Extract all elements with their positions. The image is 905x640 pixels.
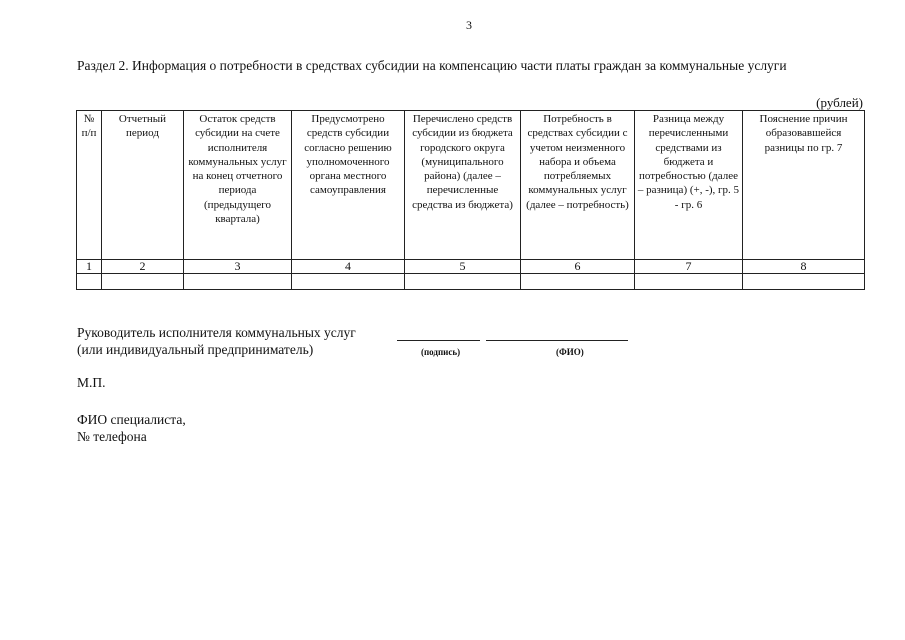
specialist-name-label: ФИО специалиста, <box>77 412 186 427</box>
data-cell <box>743 274 865 290</box>
column-number: 3 <box>184 260 292 274</box>
signatory-title: Руководитель исполнителя коммунальных услуг <box>77 325 356 340</box>
column-number: 7 <box>635 260 743 274</box>
signature-line <box>397 340 480 341</box>
column-number: 8 <box>743 260 865 274</box>
data-cell <box>521 274 635 290</box>
data-cell <box>405 274 521 290</box>
name-line <box>486 340 628 341</box>
header-cell: Разница между перечисленными средствами из бюджета и потребностью (далее – разница) (+, -), гр. 5 - гр. 6 <box>635 111 743 260</box>
page-number: 3 <box>466 18 472 32</box>
signature-caption: (подпись) <box>421 347 461 357</box>
data-cell <box>102 274 184 290</box>
header-cell: № п/п <box>77 111 102 260</box>
column-number-row <box>77 260 865 274</box>
column-number: 6 <box>521 260 635 274</box>
data-cell <box>184 274 292 290</box>
column-number: 2 <box>102 260 184 274</box>
signatory-subtitle: (или индивидуальный предприниматель) <box>77 342 314 357</box>
column-number: 5 <box>405 260 521 274</box>
signature-block <box>77 324 356 358</box>
header-cell: Остаток средств субсидии на счете исполнителя коммунальных услуг на конец отчетного периода (предыдущего квартала) <box>184 111 292 260</box>
table-data-row <box>77 274 865 290</box>
table-header-row <box>77 111 865 260</box>
currency-unit: (рублей) <box>816 95 863 110</box>
data-cell <box>292 274 405 290</box>
data-cell <box>77 274 102 290</box>
specialist-phone-label: № телефона <box>77 429 147 444</box>
header-cell: Предусмотрено средств субсидии согласно решению уполномоченного органа местного самоуправления <box>292 111 405 260</box>
specialist-block <box>77 411 186 445</box>
header-cell: Потребность в средствах субсидии с учетом неизменного набора и объема потребляемых коммунальных услуг (далее – потребность) <box>521 111 635 260</box>
section-title: Раздел 2. Информация о потребности в средствах субсидии на компенсацию части платы граждан за коммунальные услуги <box>77 58 787 73</box>
column-number: 4 <box>292 260 405 274</box>
stamp-place: М.П. <box>77 375 106 390</box>
name-caption: (ФИО) <box>556 347 584 357</box>
header-cell: Пояснение причин образовавшейся разницы по гр. 7 <box>743 111 865 260</box>
header-cell: Перечислено средств субсидии из бюджета городского округа (муниципального района) (далее – перечисленные средства из бюджета) <box>405 111 521 260</box>
data-cell <box>635 274 743 290</box>
subsidy-need-table <box>76 110 865 290</box>
header-cell: Отчетный период <box>102 111 184 260</box>
column-number: 1 <box>77 260 102 274</box>
